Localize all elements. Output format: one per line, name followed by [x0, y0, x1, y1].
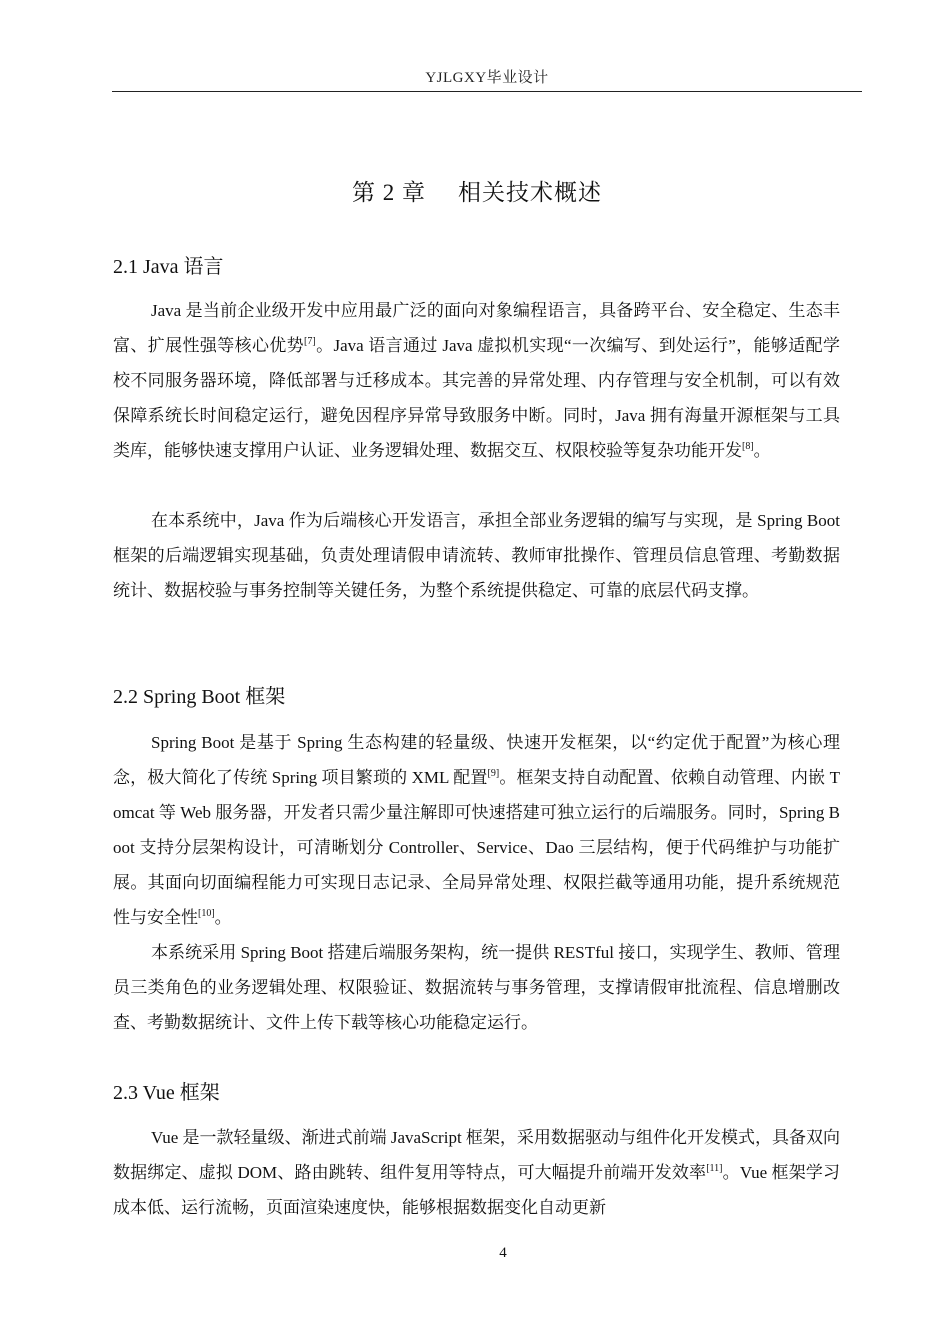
citation-marker: [9]	[487, 768, 500, 779]
paragraph-2-2-b	[113, 935, 840, 1040]
citation-marker: [11]	[706, 1163, 723, 1174]
paragraph-text: 。	[214, 908, 232, 927]
header-rule	[112, 91, 862, 92]
paragraph-text: Vue 是一款轻量级、渐进式前端 JavaScript 框架，采用数据驱动与组件化开发模式，具备双向数据绑定、虚拟 DOM、路由跳转、组件复用等特点，可大幅提升前端开发效率	[113, 1128, 840, 1182]
paragraph-text: 。Java 语言通过 Java 虚拟机实现“一次编写、到处运行”，能够适配学校不同服务器环境，降低部署与迁移成本。其完善的异常处理、内存管理与安全机制，可以有效保障系统长时间稳定运行，避免因程序异常导致服务中断。同时，Java 拥有海量开源框架与工具类库，能够快速支撑用户认证、业务逻辑处理、数据交互、权限校验等复杂功能开发	[113, 336, 840, 460]
citation-marker: [8]	[742, 441, 754, 452]
paragraph-text: 。Vue 框架学习成本低、运行流畅，页面渲染速度快，能够根据数据变化自动更新	[113, 1163, 840, 1217]
paragraph-2-1-a	[113, 293, 840, 468]
paragraph-2-1-b	[113, 503, 840, 608]
citation-marker: [10]	[198, 908, 215, 919]
paragraph-text: 。框架支持自动配置、依赖自动管理、内嵌 Tomcat 等 Web 服务器，开发者只需少量注解即可快速搭建可独立运行的后端服务。同时，Spring Boot 支持分层架构设计，可清晰划分 Controller、Service、Dao 三层结构，便于代码维护与功能扩展。其面向切面编程能力可实现日志记录、全局异常处理、权限拦截等通用功能，提升系统规范性与安全性	[113, 768, 840, 927]
section-heading-2-2: 2.2 Spring Boot 框架	[113, 686, 286, 708]
running-header: YJLGXY毕业设计	[425, 70, 549, 86]
section-heading-2-1: 2.1 Java 语言	[113, 256, 224, 278]
section-heading-2-3: 2.3 Vue 框架	[113, 1082, 220, 1104]
page-number: 4	[499, 1245, 507, 1261]
chapter-number: 第 2 章	[352, 180, 426, 205]
chapter-name: 相关技术概述	[458, 180, 602, 205]
citation-marker: [7]	[304, 336, 316, 347]
paragraph-2-3-a	[113, 1120, 840, 1225]
paragraph-text: 在本系统中，Java 作为后端核心开发语言，承担全部业务逻辑的编写与实现，是 Spring Boot 框架的后端逻辑实现基础，负责处理请假申请流转、教师审批操作、管理员信息管理、考勤数据统计、数据校验与事务控制等关键任务，为整个系统提供稳定、可靠的底层代码支撑。	[113, 511, 840, 600]
chapter-title	[112, 177, 842, 209]
paragraph-text: Spring Boot 是基于 Spring 生态构建的轻量级、快速开发框架，以“约定优于配置”为核心理念，极大简化了传统 Spring 项目繁琐的 XML 配置	[113, 733, 840, 787]
paragraph-text: Java 是当前企业级开发中应用最广泛的面向对象编程语言，具备跨平台、安全稳定、生态丰富、扩展性强等核心优势	[113, 301, 840, 355]
paragraph-text: 本系统采用 Spring Boot 搭建后端服务架构，统一提供 RESTful 接口，实现学生、教师、管理员三类角色的业务逻辑处理、权限验证、数据流转与事务管理，支撑请假审批流程、信息增删改查、考勤数据统计、文件上传下载等核心功能稳定运行。	[113, 943, 840, 1032]
paragraph-text: 。	[753, 441, 771, 460]
paragraph-2-2-a	[113, 725, 840, 935]
